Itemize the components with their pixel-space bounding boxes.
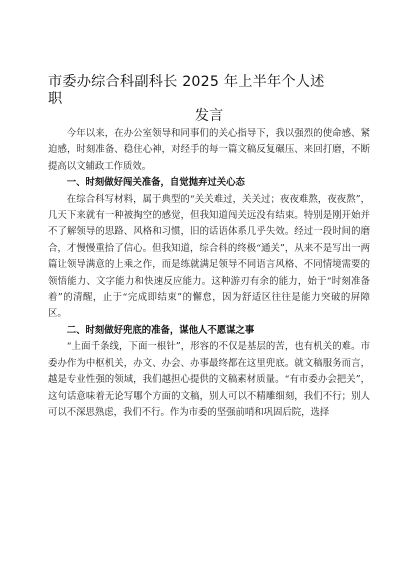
section-heading-2: 二、时刻做好兜底的准备，谋他人不愿谋之事: [66, 324, 255, 336]
document-body: [48, 74, 370, 421]
section-heading-1: 一、时刻做好闯关准备，自觉抛弃过关心态: [66, 177, 245, 189]
document-title-line-1: 市委办综合科副科长 2025 年上半年个人述: [48, 74, 325, 90]
section-1-paragraph: 在综合科写材料，属于典型的“关关难过，关关过；夜夜难熬，夜夜熬”，几天下来就有一种被掏空的感觉，但我知道闯关远没有结束。特别是刚开始并不了解领导的思路、风格和习惯，旧的话语体系几乎失效。经过一段时间的磨合，才慢慢重拾了信心。但我知道，综合科的终极“通关”，从来不是写出一两篇让领导满意的上乘之作，而是练就满足领导不同语言风格、不同情境需要的领悟能力、文字能力和快速反应能力。这种游刃有余的能力，始于“时刻准备着”的清醒，止于“完成即结束”的懈怠，因为舒适区往往是能力突破的屏障区。: [48, 193, 370, 320]
section-2-paragraph: “上面千条线，下面一根针”，形容的不仅是基层的苦，也有机关的难。市委办作为中枢机关，办文、办会、办事最终都在这里兜底。就文稿服务而言，越是专业性强的领域，我们越担心提供的文稿素材质量。“有市委办会把关”，这句话意味着无论写哪个方面的文稿，别人可以不精雕细刻，我们不行；别人可以不深思熟虑，我们不行。作为市委的坚强前哨和巩固后院，选择: [48, 341, 370, 418]
intro-paragraph: 今年以来，在办公室领导和同事们的关心指导下，我以强烈的使命感、紧迫感，时刻准备、稳住心神，对经手的每一篇文稿反复碾压、来回打磨，不断提高以文辅政工作质效。: [48, 128, 370, 172]
document-title-line-2: 职: [48, 91, 63, 107]
document-title-line-3: 发言: [194, 108, 224, 124]
